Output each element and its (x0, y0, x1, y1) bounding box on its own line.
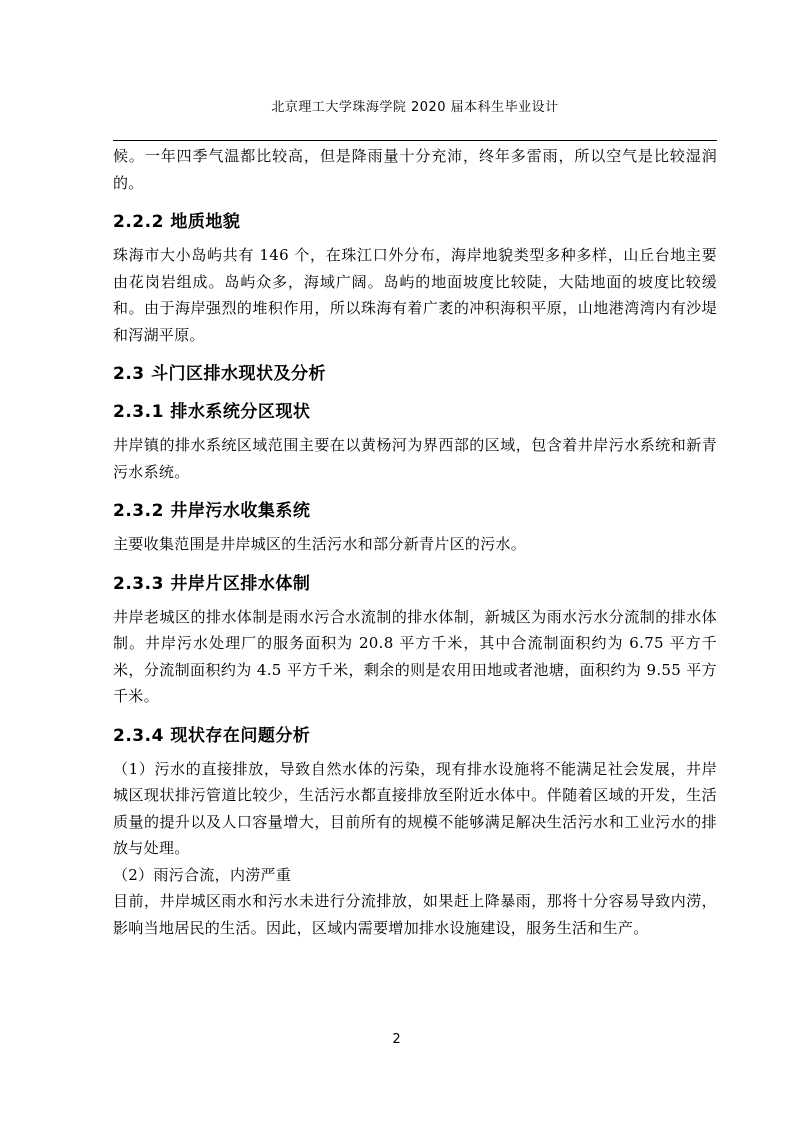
heading-2-3-3: 2.3.3 井岸片区排水体制 (113, 573, 311, 594)
page-header: 北京理工大学珠海学院 2020 届本科生毕业设计 (271, 100, 559, 115)
paragraph-2-3-2: 主要收集范围是井岸城区的生活污水和部分新青片区的污水。 (113, 535, 527, 553)
list-item-1: （1）污水的直接排放，导致自然水体的污染，现有排水设施将不能满足社会发展，井岸城区现状排污管道比较少，生活污水都直接排放至附近水体中。伴随着区域的开发，生活质量的提升以及人口容量增大，目前所有的规模不能够满足解决生活污水和工业污水的排放与处理。 (113, 759, 717, 857)
paragraph-2-3-3: 井岸老城区的排水体制是雨水污合水流制的排水体制，新城区为雨水污水分流制的排水体制。井岸污水处理厂的服务面积为 20.8 平方千米，其中合流制面积约为 6.75 平方千米，分流制面积约为 4.5 平方千米，剩余的则是农用田地或者池塘，面积约为 9.55 平方千米。 (113, 607, 717, 705)
heading-2-3-2: 2.3.2 井岸污水收集系统 (113, 501, 311, 521)
paragraph-2-3-1: 井岸镇的排水系统区域范围主要在以黄杨河为界西部的区域，包含着井岸污水系统和新青污水系统。 (113, 436, 717, 481)
heading-2-3-1: 2.3.1 排水系统分区现状 (113, 402, 311, 422)
heading-2-2-2: 2.2.2 地质地貌 (113, 212, 241, 232)
paragraph-2-2-2: 珠海市大小岛屿共有 146 个，在珠江口外分布，海岸地貌类型多种多样，山丘台地主要由花岗岩组成。岛屿众多，海域广阔。岛屿的地面坡度比较陡，大陆地面的坡度比较缓和。由于海岸强烈的堆积作用，所以珠海有着广袤的冲积海积平原，山地港湾湾内有沙堤和泻湖平原。 (113, 246, 717, 344)
list-item-2-title: （2）雨污合流，内涝严重 (113, 865, 292, 884)
page-body (113, 143, 717, 941)
heading-2-3-4: 2.3.4 现状存在问题分析 (113, 725, 311, 746)
header-rule (113, 140, 717, 141)
list-item-2-paragraph: 目前，井岸城区雨水和污水未进行分流排放，如果赶上降暴雨，那将十分容易导致内涝，影响当地居民的生活。因此，区域内需要增加排水设施建设，服务生活和生产。 (113, 892, 717, 937)
intro-paragraph: 候。一年四季气温都比较高，但是降雨量十分充沛，终年多雷雨，所以空气是比较湿润的。 (113, 147, 717, 192)
heading-2-3: 2.3 斗门区排水现状及分析 (113, 364, 327, 384)
page-number: 2 (392, 1032, 401, 1047)
